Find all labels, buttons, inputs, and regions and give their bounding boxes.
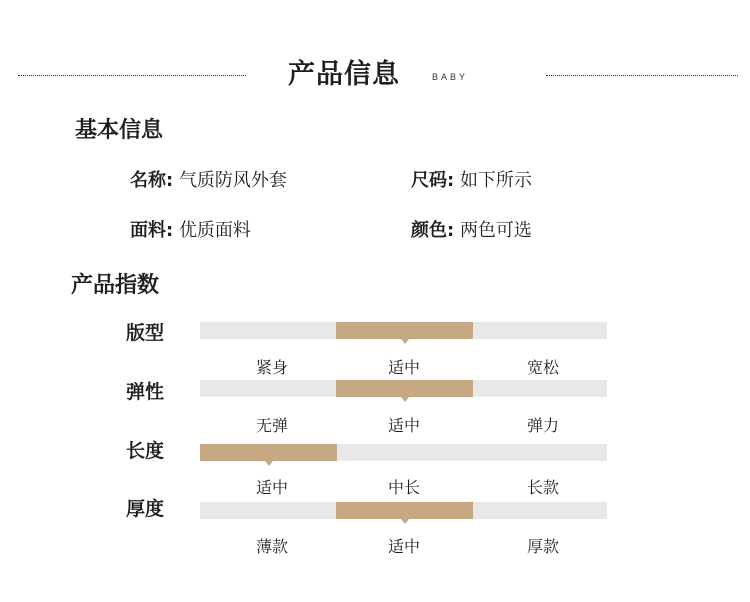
index-option-label: 宽松 — [526, 358, 560, 377]
info-separator: : — [447, 220, 455, 241]
title-divider-right — [546, 75, 738, 76]
page-title: 产品信息 — [288, 59, 400, 90]
index-pointer-icon — [401, 397, 409, 402]
index-option-label: 弹力 — [526, 416, 560, 435]
index-bar-track — [200, 380, 607, 397]
info-item-fabric — [130, 216, 251, 242]
info-key: 面料 — [130, 220, 166, 241]
index-option-label: 适中 — [387, 416, 421, 435]
index-label: 厚度 — [126, 498, 165, 520]
index-pointer-icon — [401, 519, 409, 524]
info-value: 优质面料 — [178, 220, 251, 241]
index-option-label: 紧身 — [255, 358, 289, 377]
index-option-label: 中长 — [387, 478, 421, 497]
page-subtitle: BABY — [432, 72, 469, 82]
index-pointer-icon — [265, 461, 273, 466]
index-option-label: 长款 — [526, 478, 560, 497]
info-value: 如下所示 — [459, 170, 532, 191]
index-bar-fill — [336, 322, 473, 339]
index-bar-fill — [336, 380, 473, 397]
product-index-heading: 产品指数 — [71, 273, 160, 298]
index-option-label: 适中 — [387, 537, 421, 556]
info-value: 气质防风外套 — [178, 170, 287, 191]
info-separator: : — [447, 170, 455, 191]
index-label: 版型 — [126, 322, 165, 344]
info-separator: : — [166, 220, 174, 241]
index-bar-track — [200, 444, 607, 461]
title-divider-left — [18, 75, 246, 76]
info-key: 名称 — [130, 170, 166, 191]
index-option-label: 无弹 — [255, 416, 289, 435]
info-key: 尺码 — [411, 170, 447, 191]
index-label: 弹性 — [126, 381, 165, 403]
info-item-color — [411, 216, 532, 242]
info-separator: : — [166, 170, 174, 191]
index-label: 长度 — [126, 440, 165, 462]
index-option-label: 适中 — [255, 478, 289, 497]
index-bar-track — [200, 322, 607, 339]
index-pointer-icon — [401, 339, 409, 344]
index-option-label: 厚款 — [526, 537, 560, 556]
info-item-name — [130, 166, 287, 192]
index-bar-track — [200, 502, 607, 519]
index-bar-fill — [200, 444, 337, 461]
info-item-size — [411, 166, 532, 192]
basic-info-heading: 基本信息 — [75, 118, 164, 143]
index-bar-fill — [336, 502, 473, 519]
index-option-label: 薄款 — [255, 537, 289, 556]
info-value: 两色可选 — [459, 220, 532, 241]
info-key: 颜色 — [411, 220, 447, 241]
index-option-label: 适中 — [387, 358, 421, 377]
